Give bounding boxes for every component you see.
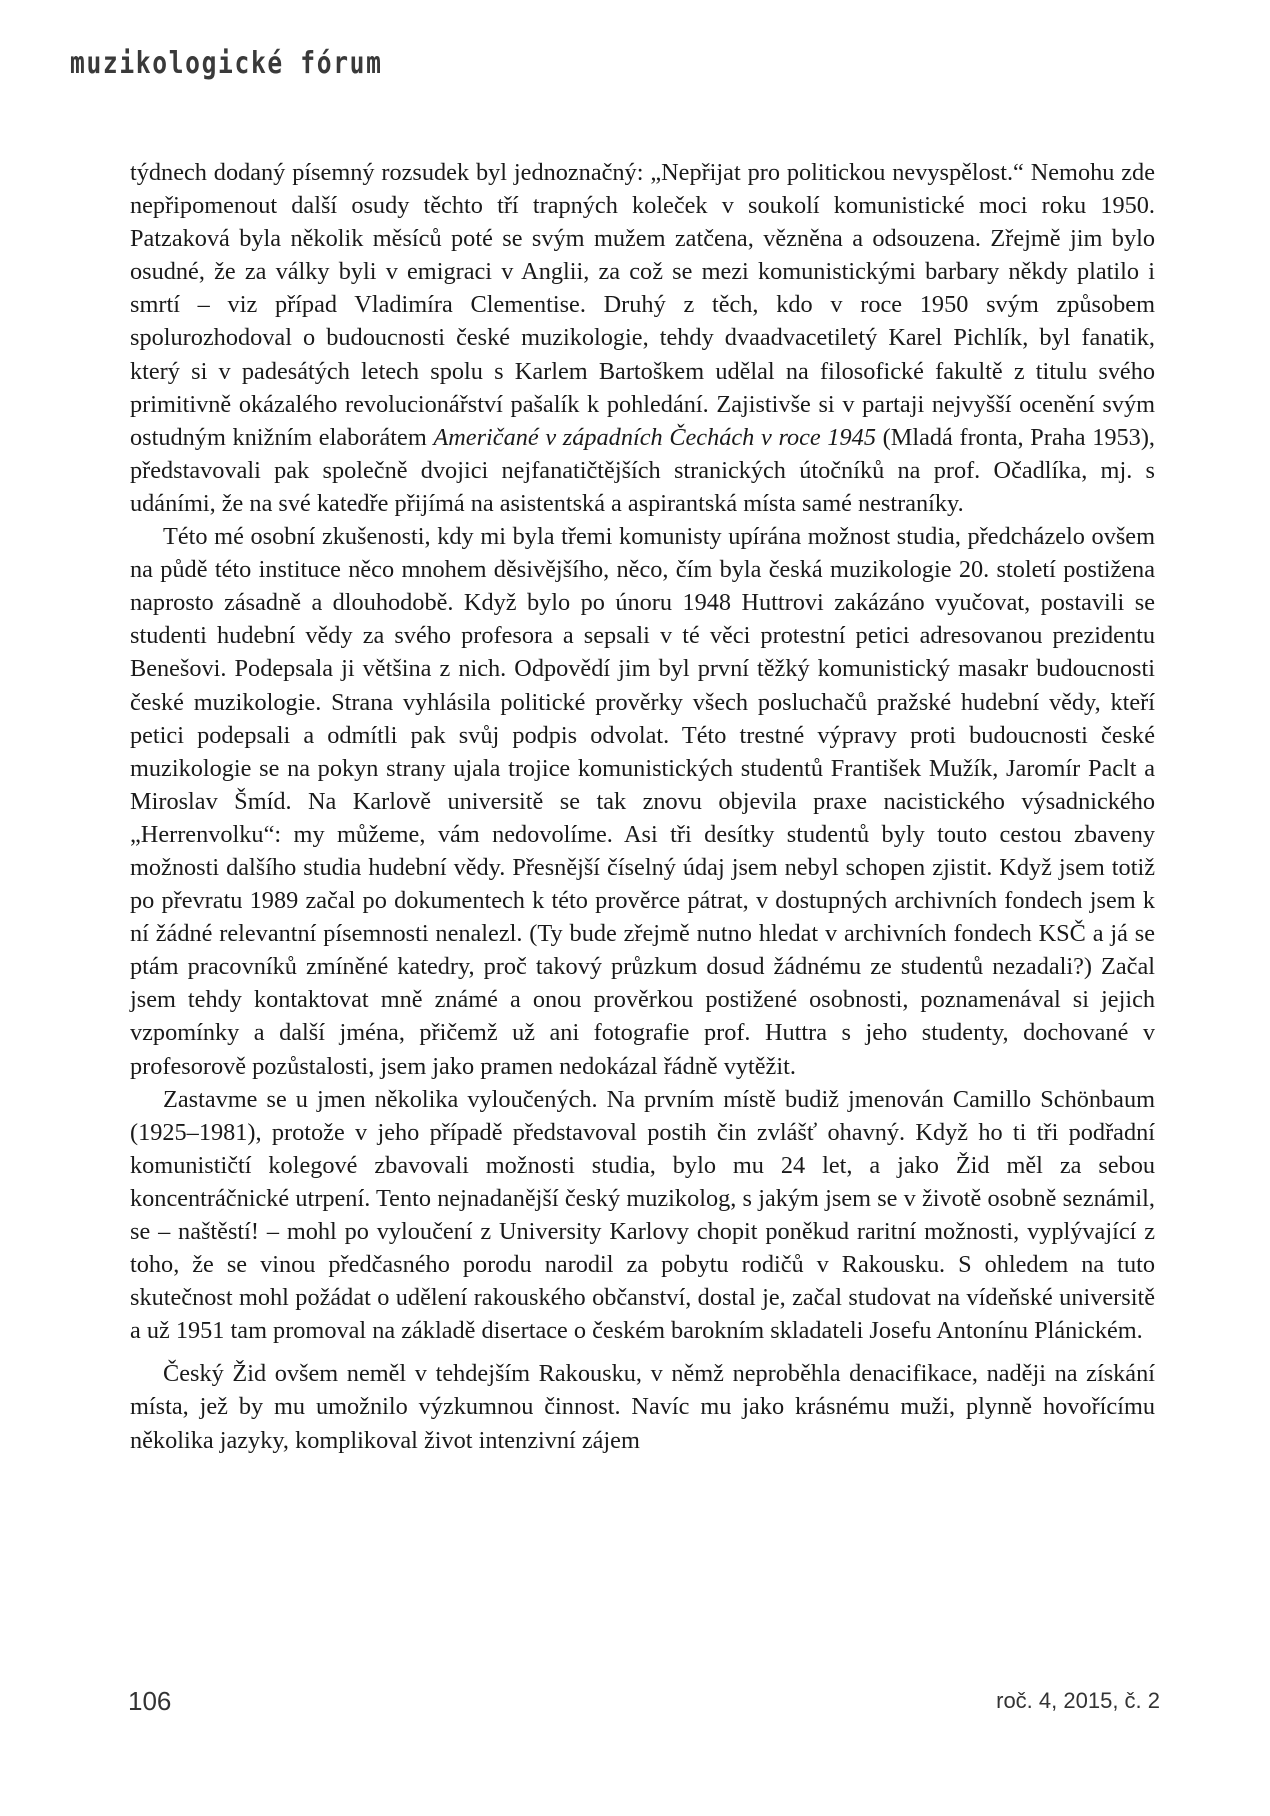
paragraph-1 — [130, 156, 1155, 520]
article-body — [130, 156, 1155, 1457]
paragraph-2: Této mé osobní zkušenosti, kdy mi byla třemi komunisty upírána možnost studia, předcházelo ovšem na půdě této instituce něco mnohem děsivějšího, něco, čím byla česká muzikologie 20. století postižena naprosto zásadně a dlouhodobě. Když bylo po únoru 1948 Huttrovi zakázáno vyučovat, postavili se studenti hudební vědy za svého profesora a sepsali v té věci protestní petici adresovanou prezidentu Benešovi. Podepsala ji většina z nich. Odpovědí jim byl první těžký komunistický masakr budoucnosti české muzikologie. Strana vyhlásila politické prověrky všech posluchačů pražské hudební vědy, kteří petici podepsali a odmítli pak svůj podpis odvolat. Této trestné výpravy proti budoucnosti české muzikologie se na pokyn strany ujala trojice komunistických studentů František Mužík, Jaromír Paclt a Miroslav Šmíd. Na Karlově universitě se tak znovu objevila praxe nacistického výsadnického „Herrenvolku“: my můžeme, vám nedovolíme. Asi tři desítky studentů byly touto cestou zbaveny možnosti dalšího studia hudební vědy. Přesnější číselný údaj jsem nebyl schopen zjistit. Když jsem totiž po převratu 1989 začal po dokumentech k této prověrce pátrat, v dostupných archivních fondech jsem k ní žádné relevantní písemnosti nenalezl. (Ty bude zřejmě nutno hledat v archivních fondech KSČ a já se ptám pracovníků zmíněné katedry, proč takový průzkum dosud žádnému ze studentů nezadali?) Začal jsem tehdy kontaktovat mně známé a onou prověrkou postižené osobnosti, poznamenával si jejich vzpomínky a další jména, přičemž už ani fotografie prof. Huttra s jeho studenty, dochované v profesorově pozůstalosti, jsem jako pramen nedokázal řádně vytěžit. — [130, 523, 1155, 1080]
paragraph-1-text-end: (Mladá fronta, Praha 1953), představovali pak společně dvojici nejfanatičtějších stranických útočníků na prof. Očadlíka, mj. s udáními, že na své katedře přijímá na asistentská a aspirantská místa samé nestraníky. — [130, 423, 1155, 517]
issue-info: roč. 4, 2015, č. 2 — [996, 1688, 1160, 1713]
paragraph-1-text-start: týdnech dodaný písemný rozsudek byl jednoznačný: „Nepřijat pro politickou nevyspělost.“ Nemohu zde nepřipomenout další osudy těchto tří trapných koleček v soukolí komunistické moci roku 1950. Patzaková byla několik měsíců poté se svým mužem zatčena, vězněna a odsouzena. Zřejmě jim bylo osudné, že za války byli v emigraci v Anglii, za což se mezi komunistickými barbary někdy platilo i smrtí – viz případ Vladimíra Clementise. Druhý z těch, kdo v roce 1950 svým způsobem spolurozhodoval o budoucnosti české muzikologie, tehdy dvaadvacetiletý Karel Pichlík, byl fanatik, který si v padesátých letech spolu s Karlem Bartoškem udělal na filosofické fakultě z titulu svého primitivně okázalého revolucionářství pašalík k pohledání. Zajistivše si v partaji nejvyšší ocenění svým ostudným knižním elaborátem — [130, 159, 1155, 451]
paragraph-4: Český Žid ovšem neměl v tehdejším Rakousku, v němž neproběhla denacifikace, naději na získání místa, jež by mu umožnilo výzkumnou činnost. Navíc mu jako krásnému muži, plynně hovořícímu několika jazyky, komplikoval život intenzivní zájem — [130, 1360, 1155, 1454]
running-head-title: muzikologické fórum — [70, 46, 383, 81]
paragraph-3: Zastavme se u jmen několika vyloučených. Na prvním místě budiž jmenován Camillo Schönbaum (1925–1981), protože v jeho případě představoval postih čin zvlášť ohavný. Když ho ti tři podřadní komunističtí kolegové zbavovali možnosti studia, bylo mu 24 let, a jako Žid měl za sebou koncentráčnické utrpení. Tento nejnadanější český muzikolog, s jakým jsem se v životě osobně seznámil, se – naštěstí! – mohl po vyloučení z University Karlovy chopit poněkud raritní možnosti, vyplývající z toho, že se vinou předčasného porodu narodil za pobytu rodičů v Rakousku. S ohledem na tuto skutečnost mohl požádat o udělení rakouského občanství, dostal je, začal studovat na vídeňské universitě a už 1951 tam promoval na základě disertace o českém barokním skladateli Josefu Antonínu Plánickém. — [130, 1085, 1155, 1345]
book-title-italic: Američané v západních Čechách v roce 1945 — [433, 423, 876, 451]
page-number: 106 — [128, 1686, 172, 1716]
